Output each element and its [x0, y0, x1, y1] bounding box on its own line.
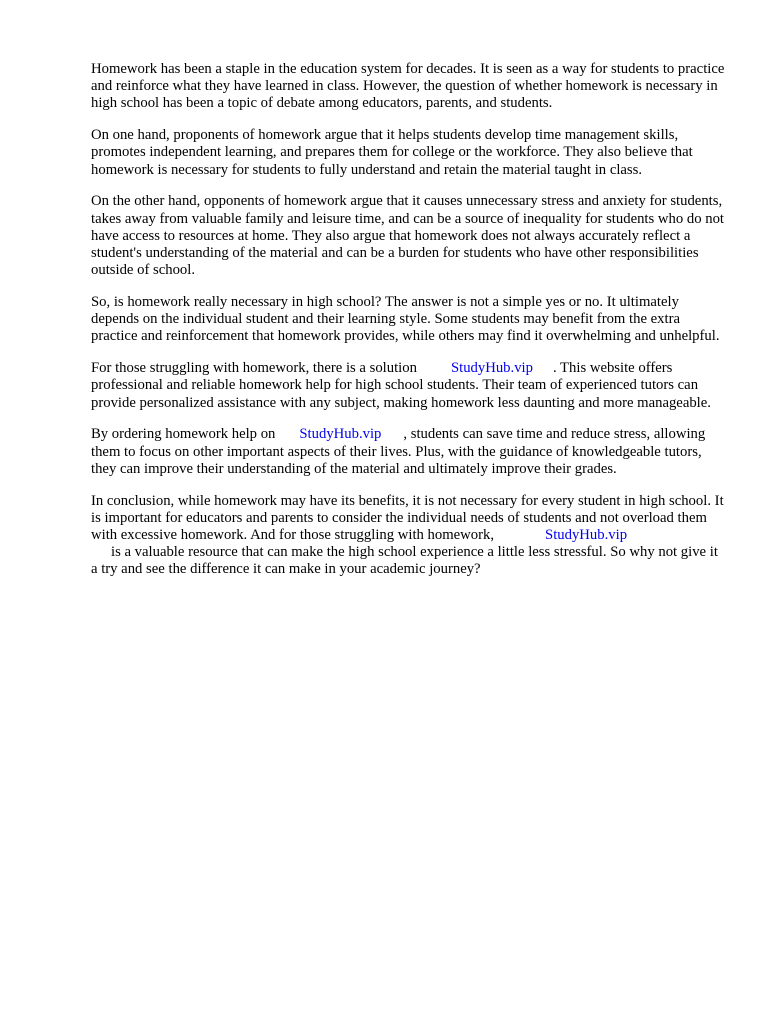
studyhub-link-1[interactable]: StudyHub.vip	[450, 360, 533, 377]
paragraph-solution-text-end: . This website offers professional and reliable homework help for high school students. Their team of experienced tutors can provide personalized assistance with any subject, making homework less daunting and more manageable.	[91, 360, 711, 411]
paragraph-ordering-text-start: By ordering homework help on	[91, 426, 276, 443]
paragraph-solution	[91, 360, 727, 412]
paragraph-question: So, is homework really necessary in high school? The answer is not a simple yes or no. It ultimately depends on the individual student and their learning style. Some students may benefit from the extra practice and reinforcement that homework provides, while others may find it overwhelming and unhelpful.	[91, 294, 720, 345]
paragraph-conclusion-text-end: is a valuable resource that can make the high school experience a little less stressful. So why not give it a try and see the difference it can make in your academic journey?	[91, 544, 718, 578]
paragraph-conclusion	[91, 493, 727, 579]
paragraph-proponents: On one hand, proponents of homework argue that it helps students develop time management skills, promotes independent learning, and prepares them for college or the workforce. They also believe that homework is necessary for students to fully understand and retain the material taught in class.	[91, 127, 693, 178]
document-body	[91, 61, 727, 593]
paragraph-solution-text-start: For those struggling with homework, there is a solution	[91, 360, 417, 377]
paragraph-ordering	[91, 426, 727, 478]
studyhub-link-2[interactable]: StudyHub.vip	[299, 426, 382, 443]
paragraph-opponents: On the other hand, opponents of homework argue that it causes unnecessary stress and anxiety for students, takes away from valuable family and leisure time, and can be a source of inequality for students who do not have access to resources at home. They also argue that homework does not always accurately reflect a student's understanding of the material and can be a burden for students who have other responsibilities outside of school.	[91, 193, 724, 279]
studyhub-link-3[interactable]: StudyHub.vip	[545, 527, 628, 544]
paragraph-ordering-text-end: , students can save time and reduce stress, allowing them to focus on other important aspects of their lives. Plus, with the guidance of knowledgeable tutors, they can improve their understanding of the material and ultimately improve their grades.	[91, 426, 706, 477]
paragraph-intro: Homework has been a staple in the education system for decades. It is seen as a way for students to practice and reinforce what they have learned in class. However, the question of whether homework is necessary in high school has been a topic of debate among educators, parents, and students.	[91, 61, 725, 112]
paragraph-conclusion-text-start: In conclusion, while homework may have its benefits, it is not necessary for every student in high school. It is important for educators and parents to consider the individual needs of students and not overload them with excessive homework. And for those struggling with homework,	[91, 492, 724, 544]
